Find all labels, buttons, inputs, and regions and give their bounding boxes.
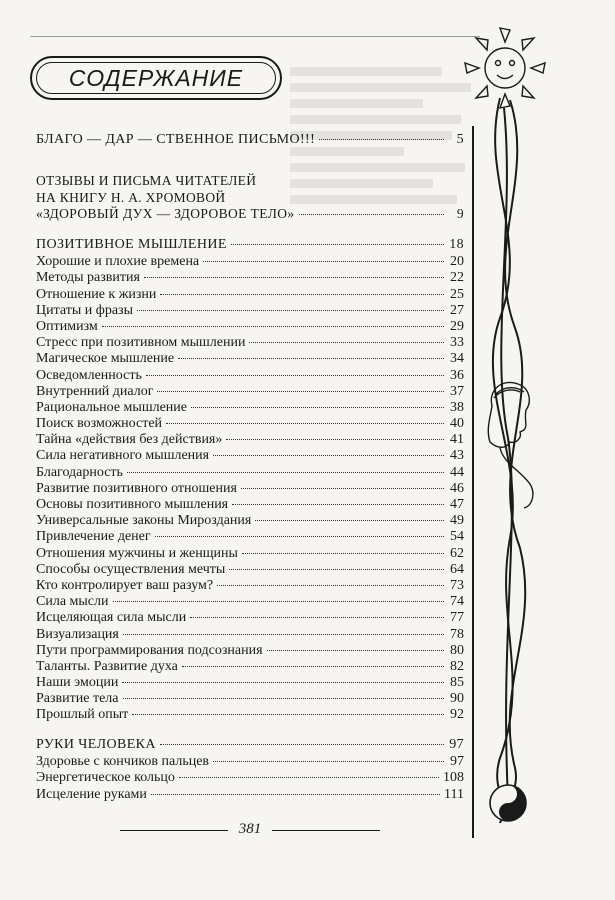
leader-dots bbox=[144, 277, 444, 278]
toc-subentry-page: 25 bbox=[450, 286, 464, 302]
toc-entry-title: БЛАГО — ДАР — СТВЕННОЕ ПИСЬМО!!! bbox=[36, 132, 316, 147]
toc-subentry-title: Энергетическое кольцо bbox=[36, 770, 175, 786]
toc-subentry-page: 90 bbox=[450, 691, 464, 707]
toc-subentry-page: 97 bbox=[450, 754, 464, 770]
toc-entry-title-line: ОТЗЫВЫ И ПИСЬМА ЧИТАТЕЛЕЙ bbox=[36, 173, 257, 188]
toc-subentry-title: Поиск возможностей bbox=[36, 416, 163, 432]
leader-dots bbox=[160, 294, 444, 295]
toc-subentry[interactable] bbox=[36, 384, 464, 400]
toc-entry-page: 97 bbox=[449, 737, 464, 752]
toc-subentry-page: 111 bbox=[444, 786, 464, 802]
toc-subentry-page: 92 bbox=[450, 707, 464, 723]
toc-entry[interactable] bbox=[36, 237, 464, 253]
toc-subentry[interactable] bbox=[36, 400, 464, 416]
footer-rule-right bbox=[272, 830, 380, 831]
leader-dots bbox=[127, 472, 444, 473]
toc-subentry[interactable] bbox=[36, 351, 464, 367]
toc-subentry[interactable] bbox=[36, 707, 464, 723]
leader-dots bbox=[217, 585, 444, 586]
toc-subentry-title: Хорошие и плохие времена bbox=[36, 254, 200, 270]
toc-subentry-title: Развитие позитивного отношения bbox=[36, 480, 237, 496]
toc-subentry-page: 36 bbox=[450, 367, 464, 383]
toc-subentry-title: Внутренний диалог bbox=[36, 383, 154, 399]
leader-dots bbox=[157, 391, 444, 392]
toc-entry bbox=[36, 206, 464, 222]
leader-dots bbox=[213, 761, 444, 762]
leader-dots bbox=[249, 342, 444, 343]
contents-title-frame bbox=[30, 56, 282, 100]
toc-subentry[interactable] bbox=[36, 287, 464, 303]
toc-subentry-page: 47 bbox=[450, 497, 464, 512]
toc-subentry[interactable] bbox=[36, 691, 464, 707]
toc-entry-title: РУКИ ЧЕЛОВЕКА bbox=[36, 737, 156, 752]
leader-dots bbox=[241, 488, 444, 489]
toc-subentry-page: 20 bbox=[450, 254, 464, 270]
leader-dots bbox=[231, 244, 444, 245]
toc-subentry-page: 82 bbox=[450, 658, 464, 674]
leader-dots bbox=[113, 601, 445, 602]
toc-subentry-page: 85 bbox=[450, 675, 464, 691]
toc-subentry-title: Тайна «действия без действия» bbox=[36, 432, 223, 448]
toc-subentry[interactable] bbox=[36, 368, 464, 384]
toc-entry-page: 18 bbox=[449, 237, 464, 252]
leader-dots bbox=[191, 407, 444, 408]
toc-subentry-page: 27 bbox=[450, 302, 464, 318]
toc-subentry[interactable] bbox=[36, 497, 464, 513]
toc-subentry-title: Способы осуществления мечты bbox=[36, 561, 226, 577]
toc-subentry[interactable] bbox=[36, 529, 464, 545]
toc-subentry[interactable] bbox=[36, 335, 464, 351]
toc-subentry[interactable] bbox=[36, 513, 464, 529]
toc-subentry[interactable] bbox=[36, 562, 464, 578]
leader-dots bbox=[102, 326, 444, 327]
toc-subentry[interactable] bbox=[36, 254, 464, 270]
toc-subentry[interactable] bbox=[36, 610, 464, 626]
toc-subentry-title: Основы позитивного мышления bbox=[36, 497, 229, 512]
toc-subentry-title: Магическое мышление bbox=[36, 351, 175, 367]
toc-subentry-page: 33 bbox=[450, 335, 464, 351]
leader-dots bbox=[229, 569, 444, 570]
toc-subentry-page: 108 bbox=[443, 770, 464, 786]
leader-dots bbox=[122, 682, 444, 683]
toc-subentry-title: Осведомленность bbox=[36, 367, 142, 383]
toc-subentry-title: Наши эмоции bbox=[36, 675, 119, 691]
leader-dots bbox=[137, 310, 444, 311]
toc-subentry-page: 34 bbox=[450, 351, 464, 367]
toc-subentry-title: Оптимизм bbox=[36, 318, 98, 334]
toc-subentries bbox=[36, 254, 464, 723]
toc-subentry-page: 74 bbox=[450, 594, 464, 610]
toc-subentry[interactable] bbox=[36, 465, 464, 481]
toc-subentry-title: Развитие тела bbox=[36, 691, 119, 707]
toc-subentry-title: Сила негативного мышления bbox=[36, 448, 210, 464]
sun-icon bbox=[465, 28, 545, 108]
toc-entry[interactable] bbox=[36, 132, 464, 148]
toc-subentry[interactable] bbox=[36, 754, 464, 770]
toc-subentry[interactable] bbox=[36, 675, 464, 691]
toc-subentry-title: Цитаты и фразы bbox=[36, 302, 133, 318]
leader-dots bbox=[151, 794, 440, 795]
toc-subentry-page: 40 bbox=[450, 416, 464, 432]
toc-subentry-page: 38 bbox=[450, 399, 464, 415]
toc-subentry-title: Отношения мужчины и женщины bbox=[36, 545, 238, 561]
leader-dots bbox=[160, 744, 444, 745]
leader-dots bbox=[155, 536, 444, 537]
toc-subentry-title: Рациональное мышление bbox=[36, 399, 188, 415]
toc-subentry[interactable] bbox=[36, 319, 464, 335]
toc-subentry-page: 54 bbox=[450, 529, 464, 545]
leader-dots bbox=[319, 139, 444, 140]
header-rule bbox=[30, 36, 480, 37]
toc-subentry[interactable] bbox=[36, 303, 464, 319]
toc-subentry-title: Стресс при позитивном мышлении bbox=[36, 335, 246, 351]
toc-subentry-page: 41 bbox=[450, 432, 464, 448]
leader-dots bbox=[267, 650, 444, 651]
toc-entry-title-line: «ЗДОРОВЫЙ ДУХ — ЗДОРОВОЕ ТЕЛО» bbox=[36, 206, 295, 221]
toc-entry-title-line: НА КНИГУ Н. А. ХРОМОВОЙ bbox=[36, 189, 226, 205]
toc-subentry-title: Кто контролирует ваш разум? bbox=[36, 577, 214, 593]
toc-section bbox=[36, 237, 464, 724]
toc-subentry-title: Пути программирования подсознания bbox=[36, 642, 263, 658]
toc-subentry[interactable] bbox=[36, 770, 464, 786]
toc-section bbox=[36, 737, 464, 803]
toc-subentry-title: Универсальные законы Мироздания bbox=[36, 513, 252, 529]
toc-subentry[interactable] bbox=[36, 270, 464, 286]
toc-entry-page: 9 bbox=[456, 206, 464, 221]
leader-dots bbox=[232, 504, 444, 505]
leader-dots bbox=[132, 714, 444, 715]
leader-dots bbox=[226, 439, 444, 440]
yin-yang-icon bbox=[490, 785, 526, 821]
toc-subentry-page: 29 bbox=[450, 318, 464, 334]
toc-subentry-page: 44 bbox=[450, 464, 464, 480]
leader-dots bbox=[123, 698, 445, 699]
vine-stems bbox=[493, 98, 525, 823]
toc-subentry-page: 73 bbox=[450, 577, 464, 593]
toc-subentry[interactable] bbox=[36, 546, 464, 562]
toc-section[interactable] bbox=[36, 173, 464, 222]
footer-rule-left bbox=[120, 830, 228, 831]
toc-subentry-page: 37 bbox=[450, 383, 464, 399]
toc-subentry[interactable] bbox=[36, 787, 464, 803]
toc-subentry-title: Таланты. Развитие духа bbox=[36, 658, 178, 674]
toc-subentry-title: Привлечение денег bbox=[36, 529, 151, 545]
toc-subentry-title: Благодарность bbox=[36, 464, 123, 480]
leader-dots bbox=[299, 214, 444, 215]
toc-subentry-title: Визуализация bbox=[36, 626, 119, 642]
leader-dots bbox=[203, 261, 444, 262]
decorative-vine-illustration bbox=[460, 18, 610, 838]
page-title: СОДЕРЖАНИЕ bbox=[68, 64, 244, 91]
leader-dots bbox=[123, 634, 444, 635]
toc-subentry-title: Прошлый опыт bbox=[36, 707, 129, 723]
toc-entry-title: ПОЗИТИВНОЕ МЫШЛЕНИЕ bbox=[36, 237, 227, 252]
toc-subentry-title: Исцеляющая сила мысли bbox=[36, 610, 187, 626]
leader-dots bbox=[179, 777, 439, 778]
toc-entry-page: 5 bbox=[456, 132, 464, 147]
toc-subentry[interactable] bbox=[36, 643, 464, 659]
toc-subentry-title: Сила мысли bbox=[36, 594, 109, 610]
toc-subentry-title: Методы развития bbox=[36, 270, 140, 286]
toc-subentry[interactable] bbox=[36, 432, 464, 448]
toc-subentry[interactable] bbox=[36, 481, 464, 497]
toc-subentry[interactable] bbox=[36, 578, 464, 594]
toc-subentry-page: 64 bbox=[450, 561, 464, 577]
leader-dots bbox=[255, 520, 444, 521]
toc-subentry-page: 78 bbox=[450, 626, 464, 642]
page-number: 381 bbox=[238, 821, 262, 837]
toc-subentry[interactable] bbox=[36, 659, 464, 675]
toc-subentry-title: Отношение к жизни bbox=[36, 286, 157, 302]
toc-subentry[interactable] bbox=[36, 594, 464, 610]
toc-subentry-page: 22 bbox=[450, 270, 464, 286]
toc-subentries bbox=[36, 754, 464, 803]
toc-subentry[interactable] bbox=[36, 448, 464, 464]
toc-subentry-title: Исцеление руками bbox=[36, 786, 147, 802]
toc-subentry-page: 80 bbox=[450, 642, 464, 658]
leader-dots bbox=[182, 666, 444, 667]
leader-dots bbox=[178, 358, 444, 359]
toc-subentry-page: 46 bbox=[450, 480, 464, 496]
leader-dots bbox=[242, 553, 444, 554]
toc-section bbox=[36, 132, 464, 148]
toc-subentry[interactable] bbox=[36, 627, 464, 643]
toc-entry[interactable] bbox=[36, 737, 464, 753]
leader-dots bbox=[213, 455, 444, 456]
leader-dots bbox=[190, 617, 444, 618]
leader-dots bbox=[146, 375, 444, 376]
toc-subentry-page: 62 bbox=[450, 545, 464, 561]
toc-subentry-page: 77 bbox=[450, 610, 464, 626]
toc-subentry-title: Здоровье с кончиков пальцев bbox=[36, 754, 210, 770]
toc-subentry-page: 43 bbox=[450, 448, 464, 464]
toc-subentry[interactable] bbox=[36, 416, 464, 432]
toc-subentry-page: 49 bbox=[450, 513, 464, 529]
leader-dots bbox=[166, 423, 444, 424]
